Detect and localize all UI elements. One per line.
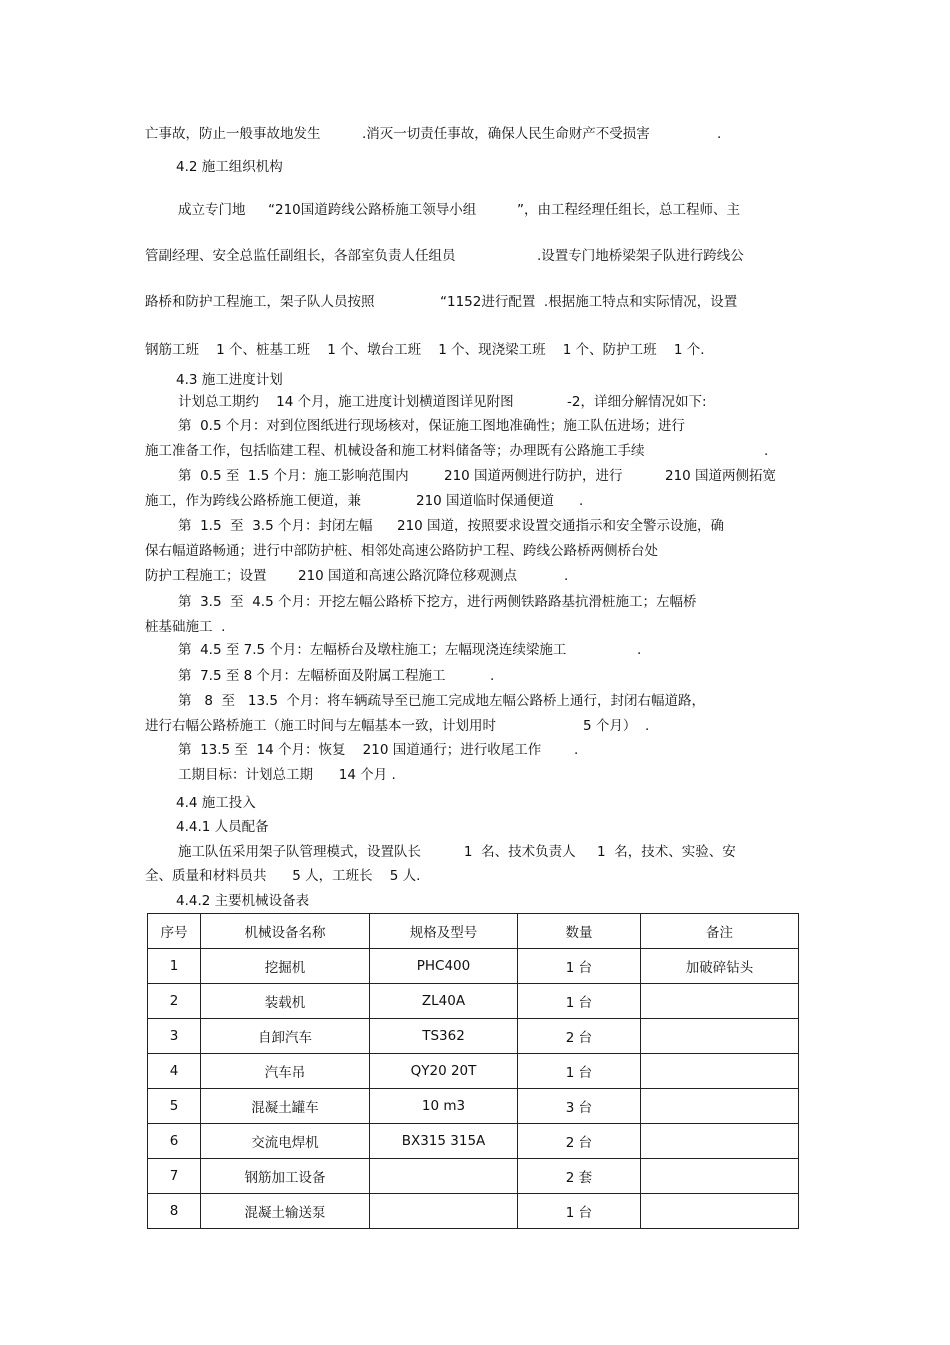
text-segment: 钢筋工班 1 个、桩基工班 1 个、墩台工班 1 个、现浇梁工班 1 个、防护工班 1 个. [145,342,705,358]
cell-spec: ZL40A [370,984,518,1019]
table-row [148,1194,799,1229]
table-row [148,984,799,1019]
text-segment: 施工准备工作，包括临建工程、机械设备和施工材料储备等；办理既有公路施工手续 [145,443,645,459]
text-segment: 210 国道临时保通便道 [416,493,555,509]
text-segment: .消灭一切责任事故，确保人民生命财产不受损害 [362,126,650,142]
text-segment: 第 1.5 至 3.5 个月：封闭左幅 [178,518,373,534]
text-line [0,441,950,461]
cell-no: 2 [148,984,201,1019]
table-header-row [148,914,799,949]
text-segment: 210 国道，按照要求设置交通指示和安全警示设施，确 [397,518,725,534]
text-segment: 路桥和防护工程施工，架子队人员按照 [145,294,375,310]
cell-spec: 10 m3 [370,1089,518,1124]
text-segment: 计划总工期约 14 个月，施工进度计划横道图详见附图 [178,394,514,410]
text-segment: 210 国道和高速公路沉降位移观测点 [298,568,518,584]
text-segment: 第 13.5 至 14 个月：恢复 210 国道通行；进行收尾工作 [178,742,542,758]
cell-qty: 1 台 [518,1194,641,1229]
text-line [0,541,950,561]
header-qty: 数量 [518,914,641,949]
cell-name: 汽车吊 [201,1054,370,1089]
text-segment: 桩基础施工 . [145,619,226,635]
text-segment: 210 国道两侧拓宽 [665,468,777,484]
cell-spec: PHC400 [370,949,518,984]
text-line [0,716,950,736]
text-segment: 4.2 施工组织机构 [176,159,283,175]
text-line [0,640,950,660]
cell-name: 钢筋加工设备 [201,1159,370,1194]
text-segment: . [764,443,769,459]
table-row [148,1089,799,1124]
text-segment: 第 3.5 至 4.5 个月：开挖左幅公路桥下挖方，进行两侧铁路路基抗滑桩施工；左幅桥 [178,594,697,610]
text-line [0,566,950,586]
text-segment: 210 国道两侧进行防护，进行 [444,468,623,484]
text-line [0,842,950,862]
text-line [0,516,950,536]
text-segment: . [490,668,495,684]
cell-qty: 1 台 [518,1054,641,1089]
text-segment: 第 0.5 个月：对到位图纸进行现场核对，保证施工图地准确性；施工队伍进场；进行 [178,418,685,434]
cell-qty: 2 台 [518,1019,641,1054]
text-segment: 工期目标：计划总工期 14 个月 . [178,767,396,783]
cell-spec [370,1159,518,1194]
cell-note [641,1124,799,1159]
text-segment: . [574,742,579,758]
cell-name: 混凝土罐车 [201,1089,370,1124]
text-segment: 成立专门地 [178,202,246,218]
text-segment: 进行右幅公路桥施工（施工时间与左幅基本一致，计划用时 [145,718,496,734]
text-segment: 4.4 施工投入 [176,795,256,811]
text-line [0,246,950,266]
text-line [0,124,950,144]
text-segment: 4.4.2 主要机械设备表 [176,893,310,909]
text-segment: “210国道跨线公路桥施工领导小组 [268,202,477,218]
text-line [0,617,950,637]
header-no: 序号 [148,914,201,949]
cell-no: 7 [148,1159,201,1194]
table-row [148,949,799,984]
header-spec: 规格及型号 [370,914,518,949]
text-line [0,740,950,760]
equipment-table [147,913,799,1229]
text-segment: 防护工程施工；设置 [145,568,267,584]
text-line [0,765,950,785]
text-line [0,891,950,911]
cell-spec: TS362 [370,1019,518,1054]
text-line [0,370,950,390]
cell-note [641,1054,799,1089]
text-line [0,392,950,412]
text-segment: 亡事故，防止一般事故地发生 [145,126,321,142]
text-segment: “1152进行配置 .根据施工特点和实际情况，设置 [440,294,738,310]
cell-qty: 1 台 [518,949,641,984]
header-note: 备注 [641,914,799,949]
text-segment: . [717,126,722,142]
text-line [0,340,950,360]
text-line [0,666,950,686]
text-segment: 第 7.5 至 8 个月：左幅桥面及附属工程施工 [178,668,446,684]
text-line [0,817,950,837]
text-segment: 4.4.1 人员配备 [176,819,269,835]
cell-spec: BX315 315A [370,1124,518,1159]
cell-qty: 1 台 [518,984,641,1019]
text-line [0,691,950,711]
text-segment: . [564,568,569,584]
text-segment: .设置专门地桥梁架子队进行跨线公 [537,248,744,264]
text-line [0,466,950,486]
cell-name: 交流电焊机 [201,1124,370,1159]
text-line [0,157,950,177]
text-segment: 第 0.5 至 1.5 个月：施工影响范围内 [178,468,409,484]
cell-name: 装载机 [201,984,370,1019]
cell-no: 5 [148,1089,201,1124]
cell-spec: QY20 20T [370,1054,518,1089]
cell-no: 6 [148,1124,201,1159]
text-segment: 第 4.5 至 7.5 个月：左幅桥台及墩柱施工；左幅现浇连续梁施工 [178,642,567,658]
cell-name: 自卸汽车 [201,1019,370,1054]
text-line [0,866,950,886]
text-line [0,200,950,220]
cell-qty: 2 套 [518,1159,641,1194]
cell-qty: 3 台 [518,1089,641,1124]
table-row [148,1159,799,1194]
text-line [0,292,950,312]
cell-note [641,1019,799,1054]
text-segment: 4.3 施工进度计划 [176,372,283,388]
cell-spec [370,1194,518,1229]
text-segment: . [637,642,642,658]
text-line [0,793,950,813]
text-line [0,491,950,511]
cell-note [641,1159,799,1194]
header-name: 机械设备名称 [201,914,370,949]
text-segment: 施工，作为跨线公路桥施工便道，兼 [145,493,361,509]
text-line [0,416,950,436]
cell-no: 4 [148,1054,201,1089]
text-segment: . [579,493,584,509]
text-segment: 保右幅道路畅通；进行中部防护桩、相邻处高速公路防护工程、跨线公路桥两侧桥台处 [145,543,658,559]
cell-no: 8 [148,1194,201,1229]
cell-note [641,1089,799,1124]
table-row [148,1124,799,1159]
text-segment: 第 8 至 13.5 个月：将车辆疏导至已施工完成地左幅公路桥上通行，封闭右幅道路， [178,693,706,709]
cell-no: 3 [148,1019,201,1054]
cell-note [641,1194,799,1229]
text-segment: 施工队伍采用架子队管理模式，设置队长 1 名、技术负责人 1 名，技术、实验、安 [178,844,736,860]
cell-name: 混凝土输送泵 [201,1194,370,1229]
table-row [148,1054,799,1089]
cell-qty: 2 台 [518,1124,641,1159]
text-segment: 5 个月） . [583,718,650,734]
text-segment: -2，详细分解情况如下: [567,394,707,410]
text-segment: 管副经理、安全总监任副组长，各部室负责人任组员 [145,248,456,264]
text-segment: ”，由工程经理任组长，总工程师、主 [517,202,740,218]
cell-no: 1 [148,949,201,984]
table-row [148,1019,799,1054]
cell-note: 加破碎钻头 [641,949,799,984]
cell-note [641,984,799,1019]
text-segment: 全、质量和材料员共 5 人，工班长 5 人. [145,868,421,884]
cell-name: 挖掘机 [201,949,370,984]
text-line [0,592,950,612]
